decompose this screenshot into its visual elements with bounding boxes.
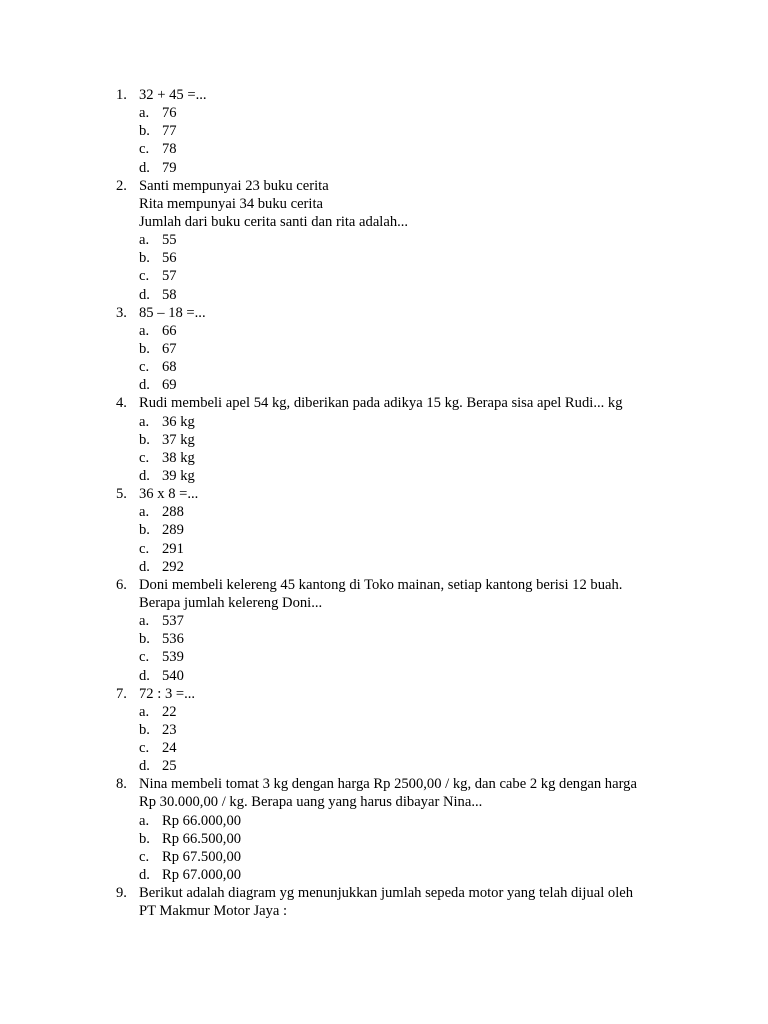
answer-option [0, 267, 768, 285]
question-number: 6. [116, 576, 127, 593]
option-text: 79 [162, 159, 177, 176]
option-text: Rp 66.500,00 [162, 830, 242, 847]
answer-option [0, 830, 768, 848]
answer-option [0, 521, 768, 539]
option-letter: d. [139, 667, 150, 684]
question-number: 5. [116, 486, 127, 503]
option-letter: d. [139, 377, 150, 394]
question-number: 2. [116, 177, 127, 194]
question-6 [0, 576, 768, 685]
question-9 [0, 884, 768, 920]
option-text: 25 [162, 758, 177, 775]
question-line [0, 685, 768, 703]
option-letter: a. [139, 613, 150, 630]
answer-option [0, 122, 768, 140]
answer-option [0, 358, 768, 376]
answer-option [0, 721, 768, 739]
answer-option [0, 340, 768, 358]
option-text: 56 [162, 250, 177, 267]
question-1 [0, 86, 768, 177]
option-letter: b. [139, 830, 150, 847]
question-2 [0, 177, 768, 304]
option-text: 67 [162, 340, 177, 357]
option-text: Rp 67.000,00 [162, 867, 242, 884]
option-letter: d. [139, 159, 150, 176]
option-text: 540 [162, 667, 184, 684]
question-text: 72 : 3 =... [139, 685, 196, 702]
question-text: Rp 30.000,00 / kg. Berapa uang yang harus dibayar Nina... [139, 794, 483, 811]
answer-option [0, 612, 768, 630]
answer-option [0, 848, 768, 866]
answer-option [0, 812, 768, 830]
option-letter: c. [139, 359, 150, 376]
option-letter: a. [139, 504, 150, 521]
question-text: Rudi membeli apel 54 kg, diberikan pada adikya 15 kg. Berapa sisa apel Rudi... kg [139, 395, 623, 412]
question-4 [0, 394, 768, 485]
question-number: 1. [116, 87, 127, 103]
option-text: 66 [162, 322, 177, 339]
option-letter: b. [139, 721, 150, 738]
option-text: 69 [162, 377, 177, 394]
question-line [0, 394, 768, 412]
question-line [0, 793, 768, 811]
option-letter: d. [139, 467, 150, 484]
option-text: 539 [162, 649, 184, 666]
option-text: 58 [162, 286, 177, 303]
question-text: Berapa jumlah kelereng Doni... [139, 594, 323, 611]
question-number: 9. [116, 885, 127, 902]
question-number: 4. [116, 395, 127, 412]
answer-option [0, 431, 768, 449]
option-letter: c. [139, 449, 150, 466]
option-letter: c. [139, 740, 150, 757]
option-letter: b. [139, 123, 150, 140]
option-letter: a. [139, 413, 150, 430]
option-letter: d. [139, 758, 150, 775]
question-number: 7. [116, 685, 127, 702]
option-letter: c. [139, 268, 150, 285]
question-number: 3. [116, 304, 127, 321]
option-text: 23 [162, 721, 177, 738]
question-line [0, 213, 768, 231]
answer-option [0, 322, 768, 340]
option-letter: a. [139, 703, 150, 720]
answer-option [0, 449, 768, 467]
option-text: 39 kg [162, 467, 195, 484]
option-letter: c. [139, 540, 150, 557]
option-letter: c. [139, 141, 150, 158]
option-text: 289 [162, 522, 184, 539]
option-text: 77 [162, 123, 177, 140]
option-letter: b. [139, 250, 150, 267]
question-3 [0, 304, 768, 395]
answer-option [0, 413, 768, 431]
option-letter: a. [139, 105, 150, 122]
option-letter: b. [139, 431, 150, 448]
option-text: 36 kg [162, 413, 195, 430]
option-text: Rp 67.500,00 [162, 848, 242, 865]
option-letter: b. [139, 631, 150, 648]
question-line [0, 594, 768, 612]
question-number: 8. [116, 776, 127, 793]
question-text: Jumlah dari buku cerita santi dan rita adalah... [139, 213, 409, 230]
option-letter: d. [139, 558, 150, 575]
question-text: PT Makmur Motor Jaya : [139, 903, 288, 920]
option-text: 22 [162, 703, 177, 720]
answer-option [0, 630, 768, 648]
option-letter: c. [139, 848, 150, 865]
option-text: 55 [162, 232, 177, 249]
question-line [0, 775, 768, 793]
answer-option [0, 540, 768, 558]
answer-option [0, 558, 768, 576]
question-line [0, 576, 768, 594]
answer-option [0, 467, 768, 485]
question-text: 85 – 18 =... [139, 304, 206, 321]
option-text: 76 [162, 105, 177, 122]
answer-option [0, 503, 768, 521]
answer-option [0, 231, 768, 249]
question-line [0, 485, 768, 503]
question-5 [0, 485, 768, 576]
option-text: Rp 66.000,00 [162, 812, 242, 829]
option-letter: a. [139, 322, 150, 339]
question-line [0, 195, 768, 213]
question-line [0, 177, 768, 195]
option-letter: d. [139, 286, 150, 303]
answer-option [0, 667, 768, 685]
option-text: 291 [162, 540, 184, 557]
option-letter: a. [139, 232, 150, 249]
answer-option [0, 249, 768, 267]
question-text: Rita mempunyai 34 buku cerita [139, 195, 323, 212]
question-line [0, 86, 768, 104]
question-7 [0, 685, 768, 776]
question-text: Berikut adalah diagram yg menunjukkan jumlah sepeda motor yang telah dijual oleh [139, 885, 634, 902]
question-list [0, 86, 768, 920]
answer-option [0, 159, 768, 177]
option-text: 288 [162, 504, 184, 521]
answer-option [0, 140, 768, 158]
option-letter: b. [139, 340, 150, 357]
option-letter: d. [139, 867, 150, 884]
option-letter: c. [139, 649, 150, 666]
answer-option [0, 703, 768, 721]
answer-option [0, 739, 768, 757]
option-text: 68 [162, 359, 177, 376]
option-text: 536 [162, 631, 184, 648]
option-text: 24 [162, 740, 177, 757]
question-text: 32 + 45 =... [139, 87, 207, 103]
answer-option [0, 286, 768, 304]
answer-option [0, 866, 768, 884]
question-line [0, 884, 768, 902]
question-text: Santi mempunyai 23 buku cerita [139, 177, 329, 194]
option-text: 292 [162, 558, 184, 575]
option-text: 57 [162, 268, 177, 285]
question-line [0, 902, 768, 920]
question-8 [0, 775, 768, 884]
question-text: Doni membeli kelereng 45 kantong di Toko mainan, setiap kantong berisi 12 buah. [139, 576, 623, 593]
option-text: 37 kg [162, 431, 195, 448]
option-letter: a. [139, 812, 150, 829]
option-text: 537 [162, 613, 184, 630]
option-letter: b. [139, 522, 150, 539]
option-text: 38 kg [162, 449, 195, 466]
answer-option [0, 757, 768, 775]
question-text: Nina membeli tomat 3 kg dengan harga Rp 2500,00 / kg, dan cabe 2 kg dengan harga [139, 776, 637, 793]
answer-option [0, 376, 768, 394]
answer-option [0, 648, 768, 666]
question-text: 36 x 8 =... [139, 486, 199, 503]
option-text: 78 [162, 141, 177, 158]
answer-option [0, 104, 768, 122]
question-line [0, 304, 768, 322]
